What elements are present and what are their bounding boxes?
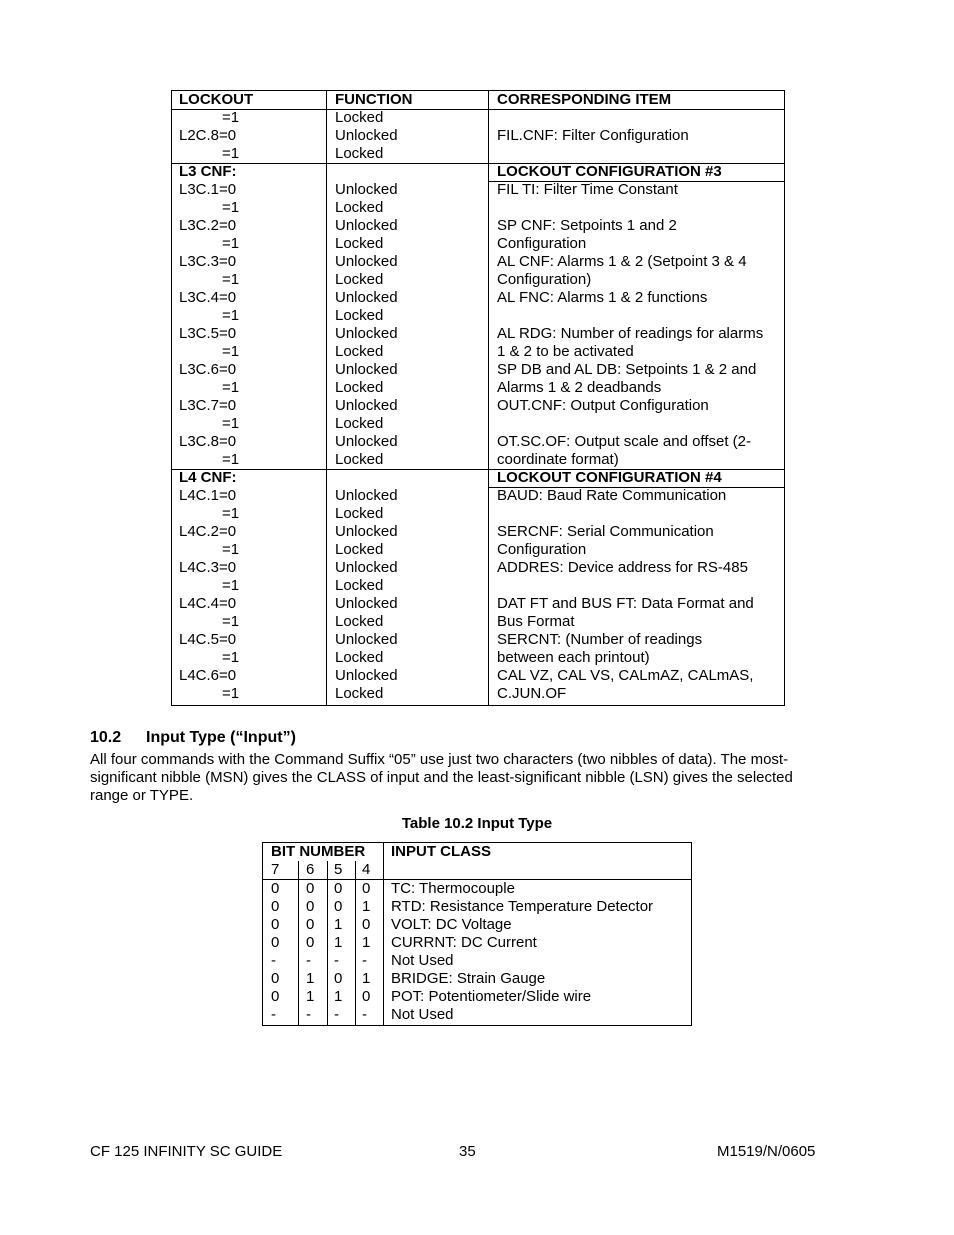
bit-cell: -	[271, 952, 276, 969]
footer-left: CF 125 INFINITY SC GUIDE	[90, 1143, 283, 1160]
l3-row-function-cell: Locked	[335, 271, 384, 288]
l3-row-item-cell: Alarms 1 & 2 deadbands	[497, 379, 662, 396]
l3-row-lockout-cell: =1	[222, 235, 240, 252]
l3-row-function-cell: Unlocked	[335, 181, 398, 198]
l3-row-item-cell: coordinate format)	[497, 451, 619, 468]
l3-row-function-cell: Locked	[335, 343, 384, 360]
l3-row-item-cell: Configuration	[497, 235, 587, 252]
input-class-cell: CURRNT: DC Current	[391, 934, 537, 951]
bit-cell: 1	[334, 916, 343, 933]
bit-cell: -	[306, 1006, 311, 1023]
bit-cell: 1	[334, 934, 343, 951]
section-title: Input Type (“Input”)	[146, 729, 296, 746]
l3-row-lockout-cell: L3C.8=0	[179, 433, 237, 450]
l4-row-item-cell: Bus Format	[497, 613, 575, 630]
header-corresponding-item: CORRESPONDING ITEM	[497, 91, 672, 108]
bit-cell: 0	[271, 934, 280, 951]
l3-row-lockout-cell: L3C.4=0	[179, 289, 237, 306]
l4-row-item-cell: CAL VZ, CAL VS, CALmAZ, CALmAS,	[497, 667, 754, 684]
l4-row-function-cell: Unlocked	[335, 487, 398, 504]
bit-cell: 0	[362, 988, 371, 1005]
l3-row-lockout-cell: =1	[222, 307, 240, 324]
input-type-table	[262, 842, 692, 1026]
l4-row-lockout-cell: =1	[222, 613, 240, 630]
l4-label: L4 CNF:	[179, 469, 237, 486]
l4-row-item-cell: SERCNF: Serial Communication	[497, 523, 714, 540]
input-class-cell: Not Used	[391, 1006, 454, 1023]
l4-row-function-cell: Locked	[335, 577, 384, 594]
bit-cell: 0	[271, 988, 280, 1005]
bit-5-header: 5	[334, 861, 343, 878]
input-class-cell: VOLT: DC Voltage	[391, 916, 512, 933]
input-class-header: INPUT CLASS	[391, 843, 492, 860]
top-row-function-cell: Unlocked	[335, 127, 398, 144]
l4-row-lockout-cell: =1	[222, 505, 240, 522]
l3-row-function-cell: Unlocked	[335, 361, 398, 378]
l3-row-function-cell: Unlocked	[335, 289, 398, 306]
l3-row-function-cell: Locked	[335, 379, 384, 396]
l4-row-lockout-cell: =1	[222, 685, 240, 702]
l3-row-item-cell: OT.SC.OF: Output scale and offset (2-	[497, 433, 751, 450]
l4-row-item-cell: C.JUN.OF	[497, 685, 567, 702]
l4-row-function-cell: Locked	[335, 505, 384, 522]
top-row-item-cell: FIL.CNF: Filter Configuration	[497, 127, 689, 144]
l3-row-function-cell: Unlocked	[335, 397, 398, 414]
top-row-function-cell: Locked	[335, 109, 384, 126]
l3-row-item-cell: 1 & 2 to be activated	[497, 343, 634, 360]
l3-row-lockout-cell: =1	[222, 199, 240, 216]
bit-cell: -	[362, 952, 367, 969]
bit-7-header: 7	[271, 861, 280, 878]
bit-6-header: 6	[306, 861, 315, 878]
l4-row-lockout-cell: =1	[222, 577, 240, 594]
bit-cell: 1	[334, 988, 343, 1005]
l3-row-item-cell: AL RDG: Number of readings for alarms	[497, 325, 764, 342]
bit-cell: 1	[362, 970, 371, 987]
section-body: All four commands with the Command Suffix “05” use just two characters (two nibbles of data). The most-significant nibble (MSN) gives the CLASS of input and the least-significant nibble (LSN) gives the selected range or TYPE.	[90, 751, 793, 804]
l3-row-item-cell: AL CNF: Alarms 1 & 2 (Setpoint 3 & 4	[497, 253, 747, 270]
bit-cell: 0	[306, 934, 315, 951]
l3-row-function-cell: Locked	[335, 199, 384, 216]
bit-cell: 0	[306, 916, 315, 933]
l3-row-lockout-cell: L3C.7=0	[179, 397, 237, 414]
l4-row-lockout-cell: =1	[222, 649, 240, 666]
l3-row-function-cell: Unlocked	[335, 433, 398, 450]
bit-cell: 0	[362, 880, 371, 897]
input-class-cell: POT: Potentiometer/Slide wire	[391, 988, 592, 1005]
l3-row-function-cell: Locked	[335, 307, 384, 324]
l4-row-lockout-cell: L4C.1=0	[179, 487, 237, 504]
bit-cell: 1	[362, 898, 371, 915]
l4-row-function-cell: Locked	[335, 613, 384, 630]
bit-cell: 0	[334, 898, 343, 915]
bit-cell: 1	[306, 988, 315, 1005]
l4-row-lockout-cell: L4C.6=0	[179, 667, 237, 684]
l4-row-lockout-cell: L4C.3=0	[179, 559, 237, 576]
l3-row-item-cell: OUT.CNF: Output Configuration	[497, 397, 709, 414]
input-class-cell: TC: Thermocouple	[391, 880, 515, 897]
l4-row-item-cell: SERCNT: (Number of readings	[497, 631, 703, 648]
l3-row-function-cell: Locked	[335, 415, 384, 432]
l4-row-lockout-cell: L4C.2=0	[179, 523, 237, 540]
l4-row-function-cell: Unlocked	[335, 523, 398, 540]
bit-cell: -	[271, 1006, 276, 1023]
l3-row-item-cell: AL FNC: Alarms 1 & 2 functions	[497, 289, 708, 306]
l3-row-item-cell: Configuration)	[497, 271, 592, 288]
bit-4-header: 4	[362, 861, 371, 878]
top-row-lockout-cell: =1	[222, 145, 240, 162]
bit-cell: 0	[306, 880, 315, 897]
l3-row-lockout-cell: L3C.1=0	[179, 181, 237, 198]
l3-row-function-cell: Unlocked	[335, 325, 398, 342]
l3-row-item-cell: SP DB and AL DB: Setpoints 1 & 2 and	[497, 361, 757, 378]
l3-label: L3 CNF:	[179, 163, 237, 180]
bit-cell: 1	[306, 970, 315, 987]
table-caption: Table 10.2 Input Type	[401, 815, 553, 832]
input-class-cell: Not Used	[391, 952, 454, 969]
section-number: 10.2	[90, 729, 122, 746]
l3-row-lockout-cell: L3C.5=0	[179, 325, 237, 342]
header-lockout: LOCKOUT	[179, 91, 254, 108]
bit-number-header: BIT NUMBER	[271, 843, 366, 860]
l3-row-lockout-cell: =1	[222, 415, 240, 432]
l3-row-lockout-cell: L3C.2=0	[179, 217, 237, 234]
l4-row-function-cell: Unlocked	[335, 631, 398, 648]
bit-cell: 0	[334, 970, 343, 987]
l4-row-item-cell: Configuration	[497, 541, 587, 558]
l3-row-item-cell: FIL TI: Filter Time Constant	[497, 181, 678, 198]
top-row-lockout-cell: L2C.8=0	[179, 127, 237, 144]
l4-row-lockout-cell: =1	[222, 541, 240, 558]
l4-row-function-cell: Unlocked	[335, 559, 398, 576]
input-class-cell: RTD: Resistance Temperature Detector	[391, 898, 654, 915]
l4-row-function-cell: Locked	[335, 649, 384, 666]
l3-row-function-cell: Locked	[335, 451, 384, 468]
l4-row-lockout-cell: L4C.4=0	[179, 595, 237, 612]
l3-row-function-cell: Locked	[335, 235, 384, 252]
header-function: FUNCTION	[335, 91, 413, 108]
l3-row-function-cell: Unlocked	[335, 217, 398, 234]
l4-row-function-cell: Unlocked	[335, 667, 398, 684]
l4-row-item-cell: between each printout)	[497, 649, 650, 666]
l4-title: LOCKOUT CONFIGURATION #4	[497, 469, 722, 486]
lockout-table	[171, 90, 785, 706]
footer-right: M1519/N/0605	[717, 1143, 816, 1160]
l4-row-item-cell: ADDRES: Device address for RS-485	[497, 559, 748, 576]
bit-cell: 0	[362, 916, 371, 933]
bit-cell: 0	[271, 880, 280, 897]
l4-row-item-cell: DAT FT and BUS FT: Data Format and	[497, 595, 754, 612]
bit-cell: 0	[306, 898, 315, 915]
l4-row-lockout-cell: L4C.5=0	[179, 631, 237, 648]
l3-row-lockout-cell: =1	[222, 451, 240, 468]
bit-cell: 1	[362, 934, 371, 951]
top-row-function-cell: Locked	[335, 145, 384, 162]
l4-row-function-cell: Locked	[335, 541, 384, 558]
bit-cell: -	[334, 952, 339, 969]
bit-cell: 0	[271, 898, 280, 915]
l4-row-function-cell: Unlocked	[335, 595, 398, 612]
bit-cell: -	[334, 1006, 339, 1023]
bit-cell: 0	[334, 880, 343, 897]
l3-row-item-cell: SP CNF: Setpoints 1 and 2	[497, 217, 677, 234]
footer-page-number: 35	[459, 1143, 476, 1160]
l3-row-lockout-cell: L3C.6=0	[179, 361, 237, 378]
l3-row-lockout-cell: =1	[222, 271, 240, 288]
bit-cell: 0	[271, 916, 280, 933]
l3-row-lockout-cell: L3C.3=0	[179, 253, 237, 270]
l3-row-lockout-cell: =1	[222, 343, 240, 360]
l4-row-item-cell: BAUD: Baud Rate Communication	[497, 487, 727, 504]
l3-title: LOCKOUT CONFIGURATION #3	[497, 163, 722, 180]
l4-row-function-cell: Locked	[335, 685, 384, 702]
l3-row-function-cell: Unlocked	[335, 253, 398, 270]
l3-row-lockout-cell: =1	[222, 379, 240, 396]
bit-cell: -	[362, 1006, 367, 1023]
bit-cell: 0	[271, 970, 280, 987]
bit-cell: -	[306, 952, 311, 969]
top-row-lockout-cell: =1	[222, 109, 240, 126]
input-class-cell: BRIDGE: Strain Gauge	[391, 970, 546, 987]
